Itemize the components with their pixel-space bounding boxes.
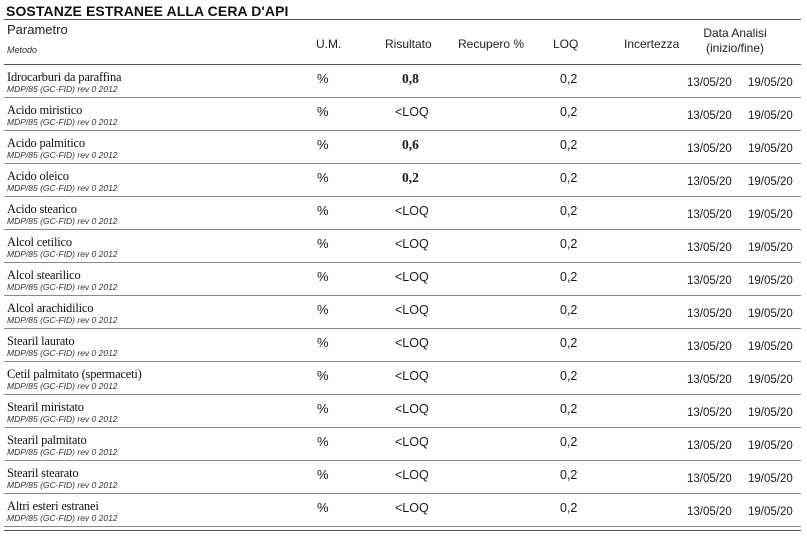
- unit-cell: %: [317, 368, 329, 383]
- date-start: 13/05/20: [687, 440, 732, 452]
- results-table: [4, 19, 801, 531]
- unit-cell: %: [317, 170, 329, 185]
- date-start: 13/05/20: [687, 407, 732, 419]
- loq-cell: 0,2: [560, 237, 578, 251]
- header-incertezza: Incertezza: [624, 37, 680, 51]
- loq-cell: 0,2: [560, 303, 578, 317]
- loq-cell: 0,2: [560, 501, 578, 515]
- result-cell: <LOQ: [395, 270, 429, 284]
- result-cell: <LOQ: [395, 402, 429, 416]
- unit-cell: %: [317, 434, 329, 449]
- param-name: Altri esteri estranei: [7, 499, 99, 513]
- date-start: 13/05/20: [687, 209, 732, 221]
- date-end: 19/05/20: [748, 407, 793, 419]
- table-row: [4, 494, 801, 527]
- param-method: MDP/85 (GC-FID) rev 0 2012: [7, 513, 118, 523]
- unit-cell: %: [317, 137, 329, 152]
- unit-cell: %: [317, 71, 329, 86]
- param-method: MDP/85 (GC-FID) rev 0 2012: [7, 150, 118, 160]
- header-metodo: Metodo: [7, 45, 38, 55]
- param-name: Alcol stearilico: [7, 268, 81, 282]
- date-end: 19/05/20: [748, 77, 793, 89]
- date-end: 19/05/20: [748, 110, 793, 122]
- param-method: MDP/85 (GC-FID) rev 0 2012: [7, 414, 118, 424]
- unit-cell: %: [317, 104, 329, 119]
- table-row: [4, 98, 801, 131]
- param-method: MDP/85 (GC-FID) rev 0 2012: [7, 348, 118, 358]
- result-cell: <LOQ: [395, 468, 429, 482]
- date-end: 19/05/20: [748, 473, 793, 485]
- param-method: MDP/85 (GC-FID) rev 0 2012: [7, 84, 118, 94]
- table-row: [4, 428, 801, 461]
- date-start: 13/05/20: [687, 110, 732, 122]
- unit-cell: %: [317, 401, 329, 416]
- header-data-line2: (inizio/fine): [705, 41, 765, 55]
- param-method: MDP/85 (GC-FID) rev 0 2012: [7, 117, 118, 127]
- result-cell: <LOQ: [395, 303, 429, 317]
- result-cell: 0,2: [402, 170, 419, 185]
- report-title: SOSTANZE ESTRANEE ALLA CERA D'API: [6, 3, 289, 19]
- unit-cell: %: [317, 236, 329, 251]
- param-name: Stearil palmitato: [7, 433, 87, 447]
- date-end: 19/05/20: [748, 176, 793, 188]
- loq-cell: 0,2: [560, 72, 578, 86]
- date-end: 19/05/20: [748, 308, 793, 320]
- unit-cell: %: [317, 203, 329, 218]
- param-method: MDP/85 (GC-FID) rev 0 2012: [7, 480, 118, 490]
- param-name: Stearil stearato: [7, 466, 79, 480]
- param-name: Acido miristico: [7, 103, 83, 117]
- result-cell: <LOQ: [395, 204, 429, 218]
- date-start: 13/05/20: [687, 143, 732, 155]
- date-start: 13/05/20: [687, 242, 732, 254]
- table-row: [4, 362, 801, 395]
- date-end: 19/05/20: [748, 143, 793, 155]
- header-recupero: Recupero %: [458, 37, 525, 51]
- date-end: 19/05/20: [748, 341, 793, 353]
- loq-cell: 0,2: [560, 336, 578, 350]
- param-method: MDP/85 (GC-FID) rev 0 2012: [7, 183, 118, 193]
- param-method: MDP/85 (GC-FID) rev 0 2012: [7, 315, 118, 325]
- date-start: 13/05/20: [687, 341, 732, 353]
- loq-cell: 0,2: [560, 138, 578, 152]
- date-end: 19/05/20: [748, 242, 793, 254]
- date-start: 13/05/20: [687, 176, 732, 188]
- table-row: [4, 296, 801, 329]
- date-start: 13/05/20: [687, 77, 732, 89]
- header-loq: LOQ: [553, 37, 579, 51]
- param-name: Alcol cetilico: [7, 235, 72, 249]
- date-end: 19/05/20: [748, 440, 793, 452]
- table-row: [4, 164, 801, 197]
- date-start: 13/05/20: [687, 308, 732, 320]
- param-name: Acido palmitico: [7, 136, 85, 150]
- param-name: Stearil laurato: [7, 334, 75, 348]
- header-parametro: Parametro: [7, 22, 68, 37]
- header-data-line1: Data Analisi: [703, 26, 767, 40]
- date-end: 19/05/20: [748, 209, 793, 221]
- param-name: Acido stearico: [7, 202, 77, 216]
- date-end: 19/05/20: [748, 374, 793, 386]
- date-start: 13/05/20: [687, 374, 732, 386]
- loq-cell: 0,2: [560, 435, 578, 449]
- loq-cell: 0,2: [560, 468, 578, 482]
- param-name: Stearil miristato: [7, 400, 84, 414]
- loq-cell: 0,2: [560, 402, 578, 416]
- table-end-rule: [4, 527, 801, 531]
- table-row: [4, 461, 801, 494]
- loq-cell: 0,2: [560, 204, 578, 218]
- table-header: [4, 19, 801, 65]
- unit-cell: %: [317, 302, 329, 317]
- loq-cell: 0,2: [560, 105, 578, 119]
- date-start: 13/05/20: [687, 275, 732, 287]
- loq-cell: 0,2: [560, 171, 578, 185]
- date-start: 13/05/20: [687, 506, 732, 518]
- param-name: Idrocarburi da paraffina: [7, 70, 122, 84]
- table-body: [4, 65, 801, 527]
- table-row: [4, 131, 801, 164]
- param-method: MDP/85 (GC-FID) rev 0 2012: [7, 249, 118, 259]
- param-name: Alcol arachidilico: [7, 301, 94, 315]
- header-risultato: Risultato: [385, 37, 432, 51]
- unit-cell: %: [317, 500, 329, 515]
- param-method: MDP/85 (GC-FID) rev 0 2012: [7, 282, 118, 292]
- param-method: MDP/85 (GC-FID) rev 0 2012: [7, 381, 118, 391]
- loq-cell: 0,2: [560, 369, 578, 383]
- unit-cell: %: [317, 467, 329, 482]
- result-cell: <LOQ: [395, 369, 429, 383]
- table-row: [4, 65, 801, 98]
- result-cell: <LOQ: [395, 501, 429, 515]
- table-row: [4, 230, 801, 263]
- unit-cell: %: [317, 269, 329, 284]
- result-cell: <LOQ: [395, 237, 429, 251]
- param-method: MDP/85 (GC-FID) rev 0 2012: [7, 447, 118, 457]
- result-cell: 0,6: [402, 137, 419, 152]
- header-um: U.M.: [316, 37, 342, 51]
- table-row: [4, 263, 801, 296]
- date-end: 19/05/20: [748, 275, 793, 287]
- param-name: Acido oleico: [7, 169, 69, 183]
- param-method: MDP/85 (GC-FID) rev 0 2012: [7, 216, 118, 226]
- result-cell: <LOQ: [395, 105, 429, 119]
- result-cell: <LOQ: [395, 435, 429, 449]
- unit-cell: %: [317, 335, 329, 350]
- date-end: 19/05/20: [748, 506, 793, 518]
- param-name: Cetil palmitato (spermaceti): [7, 367, 142, 381]
- table-row: [4, 329, 801, 362]
- table-row: [4, 395, 801, 428]
- result-cell: <LOQ: [395, 336, 429, 350]
- loq-cell: 0,2: [560, 270, 578, 284]
- result-cell: 0,8: [402, 71, 419, 86]
- date-start: 13/05/20: [687, 473, 732, 485]
- table-row: [4, 197, 801, 230]
- header-data-analisi: [687, 26, 783, 56]
